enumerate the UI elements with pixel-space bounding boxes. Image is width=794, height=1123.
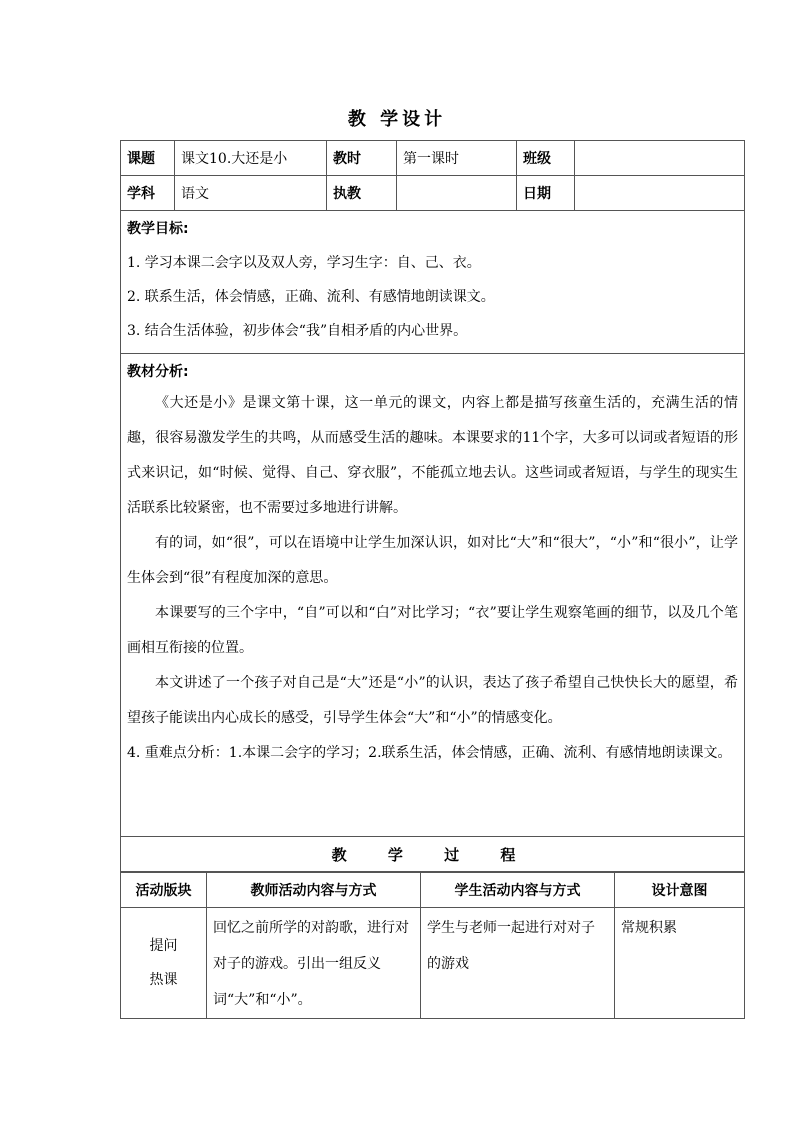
topic-value: 课文10.大还是小	[175, 141, 327, 176]
activity-block: 提问 热课	[121, 908, 207, 1019]
page-title: 教 学设计	[347, 109, 447, 130]
analysis-title: 教材分析:	[127, 364, 189, 380]
key-points: 4. 重难点分析：1.本课二会字的学习；2.联系生活，体会情感，正确、流利、有感情地朗读课文。	[127, 745, 732, 761]
column-header: 学生活动内容与方式	[421, 873, 615, 908]
subject-value: 语文	[175, 176, 327, 211]
student-activity: 学生与老师一起进行对对子的游戏	[421, 908, 615, 1019]
column-header: 教师活动内容与方式	[207, 873, 421, 908]
analysis-paragraph: 本文讲述了一个孩子对自己是“大”还是“小”的认识，表达了孩子希望自己快快长大的愿望，希望孩子能读出内心成长的感受，引导学生体会“大”和“小”的情感变化。	[127, 675, 738, 726]
period-label: 教时	[327, 141, 397, 176]
class-value	[575, 141, 745, 176]
teacher-value	[397, 176, 517, 211]
date-label: 日期	[517, 176, 575, 211]
table-row	[121, 908, 745, 1019]
date-value	[575, 176, 745, 211]
subject-label: 学科	[121, 176, 175, 211]
teacher-label: 执教	[327, 176, 397, 211]
column-header: 活动版块	[121, 873, 207, 908]
analysis-row	[121, 354, 745, 837]
design-intent: 常规积累	[615, 908, 745, 1019]
lesson-plan-table	[120, 140, 744, 1019]
process-header-row	[121, 873, 745, 908]
objectives-title: 教学目标:	[127, 221, 189, 237]
column-header: 设计意图	[615, 873, 745, 908]
process-title-row	[121, 837, 745, 872]
process-title: 教 学 过 程	[121, 837, 745, 872]
header-row-1	[121, 141, 745, 176]
analysis-paragraph: 《大还是小》是课文第十课，这一单元的课文，内容上都是描写孩童生活的，充满生活的情趣，很容易激发学生的共鸣，从而感受生活的趣味。本课要求的11个字，大多可以词或者短语的形式来识记，如“时候、觉得、自己、穿衣服”，不能孤立地去认。这些词或者短语，与学生的现实生活联系比较紧密，也不需要过多地进行讲解。	[127, 395, 738, 516]
teacher-activity: 回忆之前所学的对韵歌，进行对对子的游戏。引出一组反义词“大”和“小”。	[207, 908, 421, 1019]
period-value: 第一课时	[397, 141, 517, 176]
objective-item: 2. 联系生活，体会情感，正确、流利、有感情地朗读课文。	[127, 289, 495, 305]
header-row-2	[121, 176, 745, 211]
analysis-paragraph: 本课要写的三个字中，“自”可以和“白”对比学习；“衣”要让学生观察笔画的细节，以及几个笔画相互衔接的位置。	[127, 605, 738, 656]
objective-item: 1. 学习本课二会字以及双人旁，学习生字：自、己、衣。	[127, 255, 481, 271]
objective-item: 3. 结合生活体验，初步体会“我”自相矛盾的内心世界。	[127, 323, 468, 339]
objectives-row	[121, 211, 745, 354]
class-label: 班级	[517, 141, 575, 176]
topic-label: 课题	[121, 141, 175, 176]
analysis-paragraph: 有的词，如“很”，可以在语境中让学生加深认识，如对比“大”和“很大”，“小”和“很小”，让学生体会到“很”有程度加深的意思。	[127, 535, 738, 586]
